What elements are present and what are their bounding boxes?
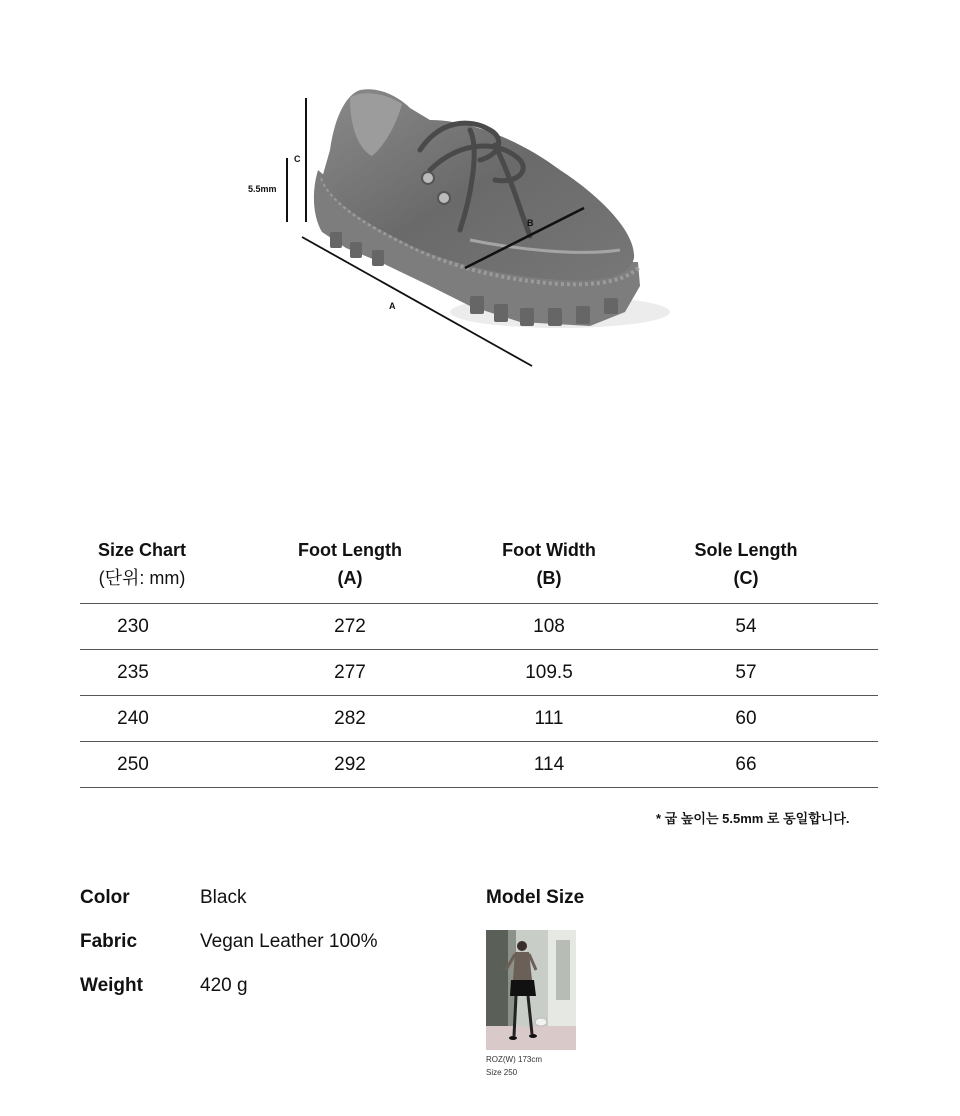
header-foot-length-title: Foot Length xyxy=(298,540,402,560)
table-row xyxy=(80,604,878,650)
table-row xyxy=(80,696,878,742)
cell-size: 250 xyxy=(117,753,149,775)
cell-size: 230 xyxy=(117,615,149,637)
fabric-label: Fabric xyxy=(80,931,138,952)
cell-foot-width: 114 xyxy=(533,753,565,775)
header-foot-width-key: (B) xyxy=(536,568,562,588)
cell-foot-length: 272 xyxy=(334,615,366,637)
cell-foot-width: 109.5 xyxy=(525,661,573,683)
header-sole-length-title: Sole Length xyxy=(694,540,798,560)
weight-value: 420 g xyxy=(200,975,248,996)
shoe-illustration xyxy=(0,0,960,400)
cell-foot-width: 108 xyxy=(533,615,565,637)
cell-sole-length: 57 xyxy=(735,661,757,683)
fabric-value: Vegan Leather 100% xyxy=(200,931,378,952)
header-foot-length-key: (A) xyxy=(337,568,363,588)
cell-sole-length: 66 xyxy=(735,753,757,775)
dimension-label-a: A xyxy=(389,301,396,311)
model-photo xyxy=(486,930,576,1050)
cell-foot-width: 111 xyxy=(534,707,564,729)
heel-height-note: * 굽 높이는 5.5mm 로 동일합니다. xyxy=(656,811,850,826)
color-label: Color xyxy=(80,887,130,908)
cell-foot-length: 282 xyxy=(334,707,366,729)
header-size-chart xyxy=(80,536,204,592)
cell-size: 235 xyxy=(117,661,149,683)
weight-label: Weight xyxy=(80,975,143,996)
cell-sole-length: 54 xyxy=(735,615,757,637)
dimension-label-b: B xyxy=(527,218,534,228)
model-caption-height: ROZ(W) 173cm xyxy=(486,1055,542,1064)
cell-foot-length: 277 xyxy=(334,661,366,683)
header-sole-length xyxy=(666,536,826,592)
header-foot-width-title: Foot Width xyxy=(502,540,596,560)
model-caption-size: Size 250 xyxy=(486,1068,518,1077)
table-row xyxy=(80,650,878,696)
table-header-row xyxy=(80,536,878,604)
header-sole-length-key: (C) xyxy=(733,568,759,588)
shoe-diagram xyxy=(0,0,960,400)
header-foot-width xyxy=(469,536,629,592)
color-value: Black xyxy=(200,887,247,908)
dimension-label-heel: 5.5mm xyxy=(248,184,277,194)
cell-foot-length: 292 xyxy=(334,753,366,775)
cell-size: 240 xyxy=(117,707,149,729)
header-size-chart-title: Size Chart xyxy=(97,540,187,560)
header-foot-length xyxy=(270,536,430,592)
cell-sole-length: 60 xyxy=(735,707,757,729)
size-chart-table xyxy=(80,536,878,788)
header-size-chart-unit: (단위: mm) xyxy=(98,568,186,588)
table-row xyxy=(80,742,878,788)
dimension-label-c: C xyxy=(294,154,301,164)
model-size-title: Model Size xyxy=(486,887,585,908)
model-photo-illustration xyxy=(486,930,576,1050)
